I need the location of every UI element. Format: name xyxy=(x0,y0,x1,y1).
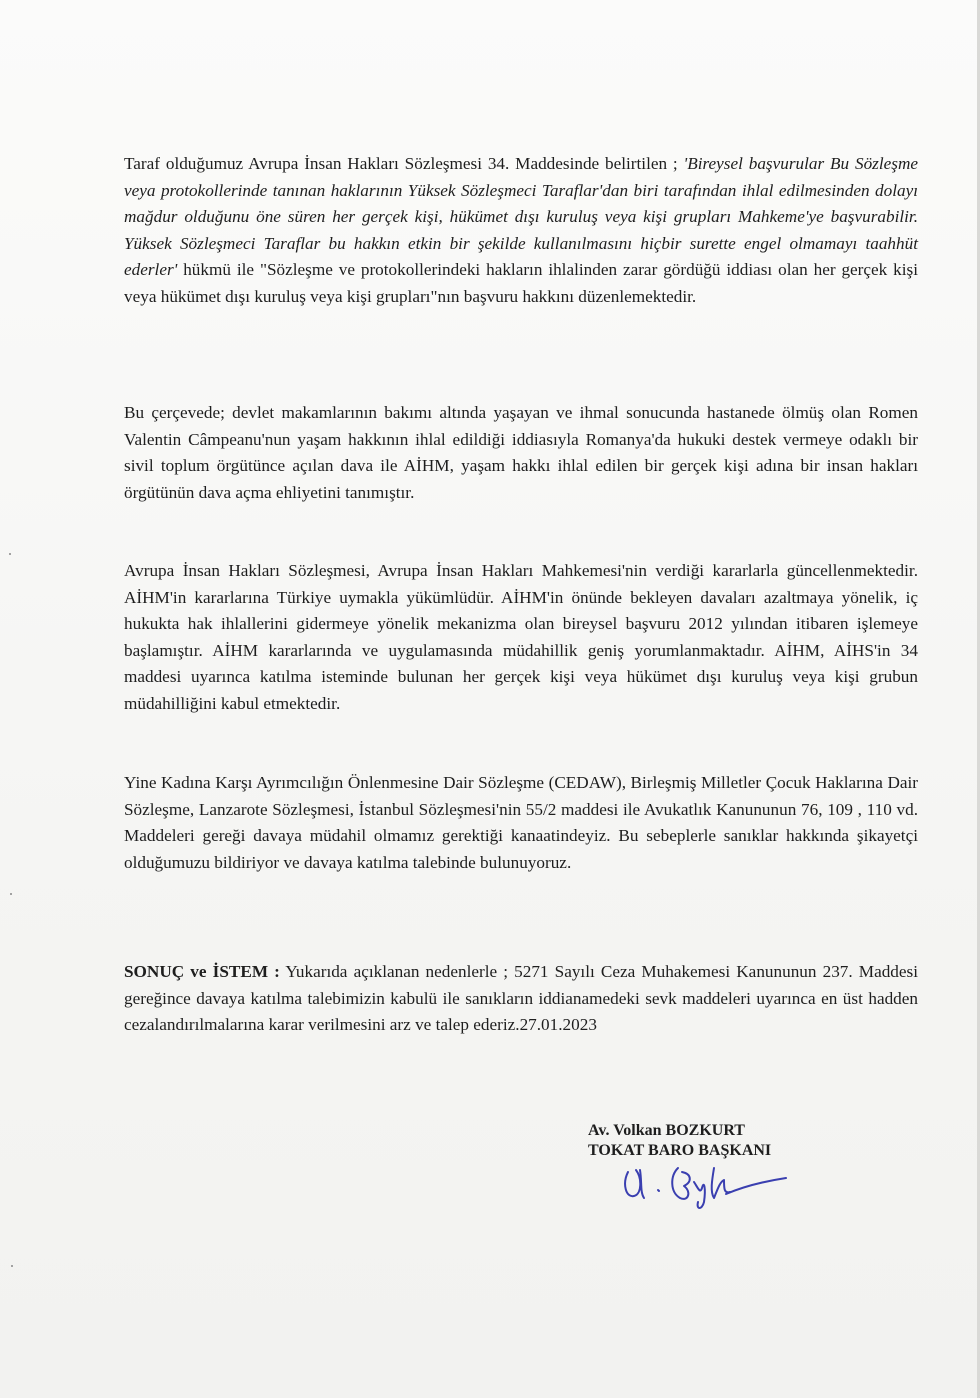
paragraph-aihm-decisions: Avrupa İnsan Hakları Sözleşmesi, Avrupa İnsan Hakları Mahkemesi'nin verdiği kararlarla güncellenmektedir. AİHM'in kararlarına Türkiye uymakla yükümlüdür. AİHM'in önünde bekleyen davaları azaltmaya yönelik, iç hukukta hak ihlallerini gidermeye yönelik mekanizma olan bireysel başvuru 2012 yılından itibaren işlemeye başlamıştır. AİHM kararlarında ve uygulamasında müdahillik geniş yorumlanmaktadır. AİHM, AİHS'in 34 maddesi uyarınca katılma isteminde bulunan her gerçek kişi veya hükümet dışı kuruluş veya kişi grubun müdahilliğini kabul etmektedir. xyxy=(124,561,918,713)
paragraph-1-intro: Taraf olduğumuz Avrupa İnsan Hakları Sözleşmesi 34. Maddesinde belirtilen ; xyxy=(124,154,684,173)
conclusion-text: Yukarıda açıklanan nedenlerle ; 5271 Sayılı Ceza Muhakemesi Kanununun 237. Maddesi gereğince davaya katılma talebimizin kabulü ile sanıkların iddianamedeki sevk maddeleri uyarınca en üst hadden cezalandırılmalarına karar verilmesini arz ve talep ederiz.27.01.2023 xyxy=(124,962,918,1035)
signatory-name: Av. Volkan BOZKURT xyxy=(588,1122,745,1139)
signatory-block xyxy=(588,1121,771,1161)
paragraph-conventions: Yine Kadına Karşı Ayrımcılığın Önlenmesine Dair Sözleşme (CEDAW), Birleşmiş Milletler Çocuk Haklarına Dair Sözleşme, Lanzarote Sözleşmesi, İstanbul Sözleşmesi'nin 55/2 maddesi ile Avukatlık Kanununun 76, 109 , 110 vd. Maddeleri gereği davaya müdahil olmamız gerektiği kanaatindeyiz. Bu sebeplerle sanıklar hakkında şikayetçi olduğumuzu bildiriyor ve davaya katılma talebinde bulunuyoruz. xyxy=(124,773,918,872)
paragraph-campeanu-case: Bu çerçevede; devlet makamlarının bakımı altında yaşayan ve ihmal sonucunda hastanede ölmüş olan Romen Valentin Câmpeanu'nun yaşam hakkının ihlal edildiği iddiasıyla Romanya'da hukuki destek vermeye odaklı bir sivil toplum örgütünce açılan dava ile AİHM, yaşam hakkı ihlal edilen bir gerçek kişi adına bir insan hakları örgütünün dava açma ehliyetini tanımıştır. xyxy=(124,403,918,502)
scan-speck xyxy=(10,893,12,895)
scan-speck xyxy=(9,553,11,555)
signatory-title: TOKAT BARO BAŞKANI xyxy=(588,1142,772,1159)
conclusion-heading: SONUÇ ve İSTEM : xyxy=(124,962,280,981)
paragraph-1-rest: hükmü ile "Sözleşme ve protokollerindeki hakların ihlalinden zarar gördüğü iddiası olan her gerçek kişi veya hükümet dışı kuruluş veya kişi grupları"nın başvuru hakkını düzenlemektedir. xyxy=(124,260,918,306)
paragraph-aihs-article-34 xyxy=(124,151,918,311)
paragraph-conclusion xyxy=(124,959,918,1039)
handwritten-signature xyxy=(620,1158,790,1214)
paragraph-1-quote: 'Bireysel başvurular Bu Sözleşme veya protokollerinde tanınan haklarının Yüksek Sözleşmeci Taraflar'dan biri tarafından ihlal edilmesinden dolayı mağdur olduğunu öne süren her gerçek kişi, hükümet dışı kuruluş veya kişi grupları Mahkeme'ye başvurabilir. Yüksek Sözleşmeci Taraflar bu hakkın etkin bir şekilde kullanılmasını hiçbir surette engel olmamayı taahhüt ederler' xyxy=(124,154,918,280)
scan-speck xyxy=(11,1265,13,1267)
